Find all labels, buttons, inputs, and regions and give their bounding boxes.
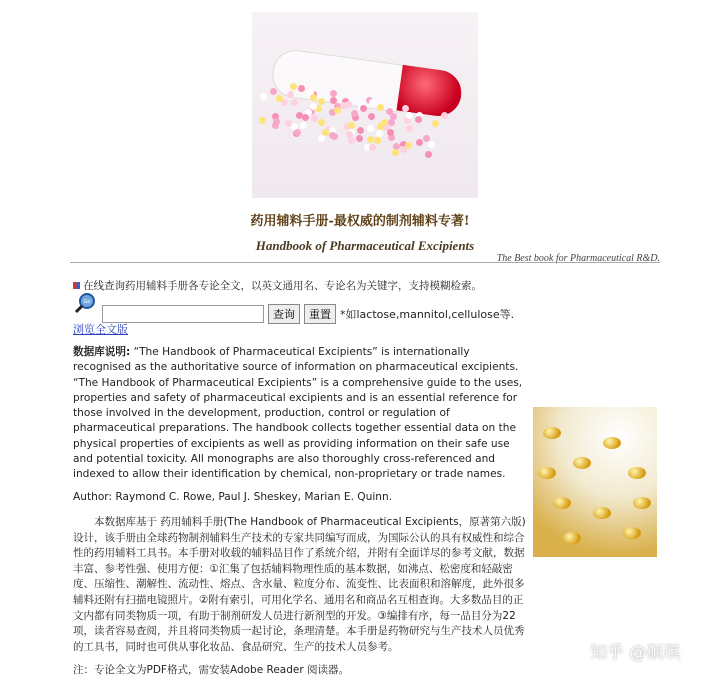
softgel: [563, 532, 581, 544]
sprinkle: [300, 122, 307, 129]
sprinkle: [346, 131, 353, 138]
sprinkle: [367, 136, 374, 143]
sprinkle: [334, 107, 341, 114]
softgel: [538, 467, 556, 479]
sprinkle: [318, 119, 325, 126]
sprinkle: [374, 137, 381, 144]
tagline: The Best book for Pharmaceutical R&D.: [496, 253, 660, 264]
sprinkle: [260, 93, 267, 100]
sprinkle: [425, 151, 432, 158]
sprinkle: [428, 141, 435, 148]
sprinkle: [406, 125, 413, 132]
softgel: [628, 467, 646, 479]
softgel: [593, 507, 611, 519]
sprinkle: [367, 125, 374, 132]
sprinkle: [318, 98, 325, 105]
sprinkle: [310, 94, 317, 101]
search-form: [102, 304, 514, 324]
sprinkle: [276, 95, 283, 102]
sprinkle: [287, 91, 294, 98]
sprinkle: [377, 123, 384, 130]
sprinkle: [330, 90, 337, 97]
search-hint: *如lactose,mannitol,cellulose等.: [340, 308, 515, 321]
sprinkle: [416, 139, 423, 146]
sprinkle: [298, 85, 305, 92]
grid-bullet-icon: [73, 282, 80, 289]
sprinkle: [392, 149, 399, 156]
sprinkle: [400, 146, 407, 153]
sprinkle: [291, 99, 298, 106]
capsule-hero-image: [252, 12, 478, 198]
sprinkle: [360, 105, 367, 112]
sprinkle: [302, 114, 309, 121]
sprinkle: [318, 135, 325, 142]
divider: [70, 262, 660, 263]
chinese-description: 本数据库基于 药用辅料手册(The Handbook of Pharmaceutical Excipients，原著第六版)设计，该手册由全球药物制剂辅料生产技术的专家共同编写而成，为国际公认的具有权威性和综合性的药用辅料工具书。本手册对收载的辅料品目作了系统介绍，并附有全面详尽的参考文献，数据丰富、参考性强、使用方便：①汇集了包括辅料物理性质的基本数据，如沸点、松密度和轻敲密度、压缩性、潮解性、流动性、熔点、含水量、粒度分布、流变性、比表面积和溶解度，此外很多辅料还附有扫描电镜照片。②附有索引，可用化学名、通用名和商品名互相查询。大多数品目的正文内都有同类物质一项，有助于制剂研发人员进行新剂型的开发。③编排有序，每一品目分为22项，读者容易查阅，并且将同类物质一起讨论，条理清楚。本手册是药物研究与生产技术人员优秀的工具书，同时也可供从事化妆品、食品研究、生产的技术人员参考。: [73, 516, 526, 653]
softgel: [543, 427, 561, 439]
sprinkle: [415, 116, 422, 123]
softgel: [623, 527, 641, 539]
sprinkle: [390, 113, 397, 120]
sprinkle: [259, 117, 266, 124]
softgel: [603, 437, 621, 449]
search-intro-text: 在线查询药用辅料手册各专论全文，以英文通用名、专论名为关键字，支持模糊检索。: [83, 280, 482, 292]
softgel: [553, 497, 571, 509]
sprinkle: [340, 102, 347, 109]
zhihu-watermark: 知乎 @硕琪: [590, 643, 681, 663]
page-title-cn: 药用辅料手册-最权威的制剂辅料专著!: [250, 214, 470, 229]
sprinkle: [356, 135, 363, 142]
description-label: 数据库说明:: [73, 346, 131, 358]
sprinkle: [273, 118, 280, 125]
sprinkle: [376, 130, 383, 137]
author-line: Author: Raymond C. Rowe, Paul J. Sheskey, Marian E. Quinn.: [73, 491, 393, 503]
pdf-note: 注：专论全文为PDF格式，需安装Adobe Reader 阅读器。: [73, 664, 350, 676]
page-title-en: Handbook of Pharmaceutical Excipients: [255, 238, 475, 253]
softgel: [573, 457, 591, 469]
sprinkle: [331, 133, 338, 140]
sprinkle: [369, 144, 376, 151]
sprinkle: [441, 112, 448, 119]
browse-fulltext-link[interactable]: 浏览全文版: [73, 323, 128, 336]
sprinkle: [368, 113, 375, 120]
reset-button[interactable]: 重置: [304, 304, 336, 324]
sprinkle: [348, 122, 355, 129]
search-intro: [73, 278, 482, 293]
svg-text:Go: Go: [83, 299, 91, 305]
sprinkle: [388, 119, 395, 126]
sprinkle: [406, 112, 413, 119]
database-description: [73, 345, 529, 483]
sprinkle: [330, 97, 337, 104]
sprinkle: [290, 83, 297, 90]
description-text: “The Handbook of Pharmaceutical Excipients” is internationally recognised as the authoritative source of information on pharmaceutical excipients. “The Handbook of Pharmaceutical Excipients” is a comprehensive guide to the uses, properties and safety of pharmaceutical excipients and is an essential reference for those involved in the development, production, control or regulation of pharmaceutical preparations. The handbook collects together essential data on the physical properties of excipients as well as providing information on their safe use and potential toxicity. All monographs are also thoroughly cross-referenced and indexed to allow their identification by chemical, non-proprietary or trade names.: [73, 346, 523, 481]
sprinkle: [270, 88, 277, 95]
sprinkle: [357, 127, 364, 134]
softgel: [633, 497, 651, 509]
query-button[interactable]: 查询: [268, 304, 300, 324]
magnifier-go-icon: [74, 292, 96, 314]
sprinkle: [294, 129, 301, 136]
softgel-capsules-image: [533, 407, 657, 557]
sprinkle: [432, 120, 439, 127]
sprinkle: [402, 105, 409, 112]
